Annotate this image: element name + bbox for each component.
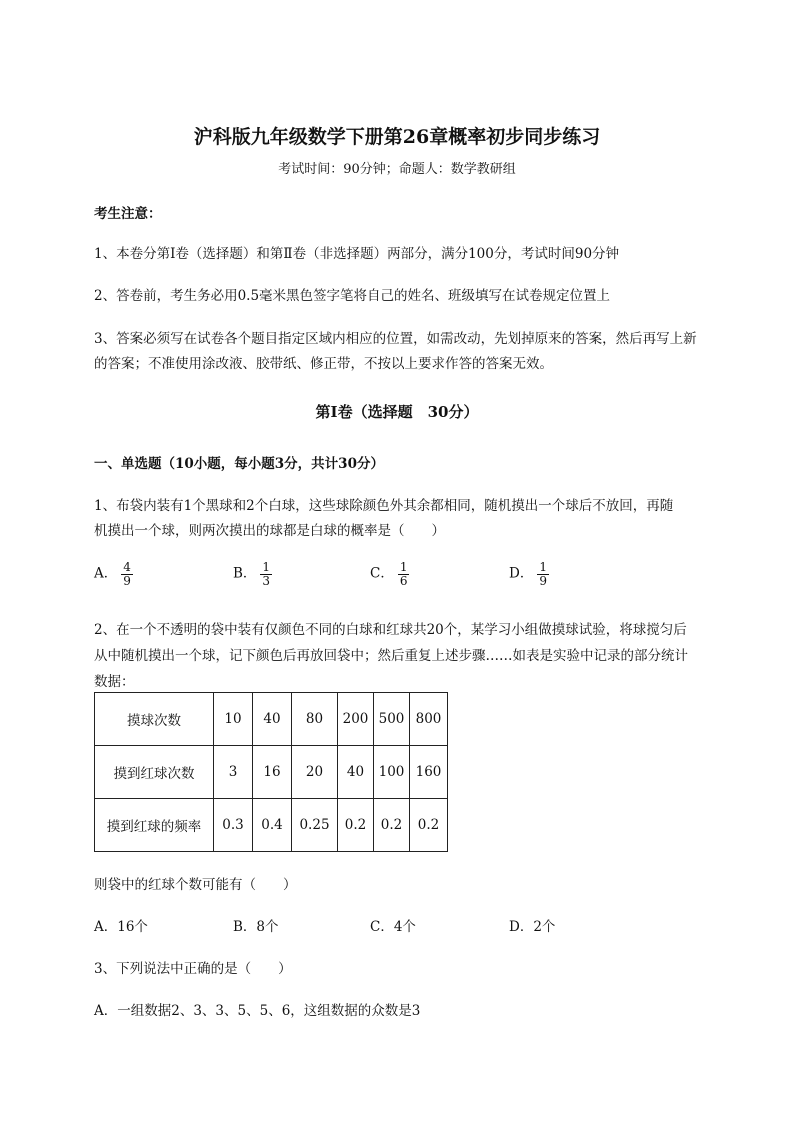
table-cell: 0.25 bbox=[292, 799, 338, 852]
q1-option-a bbox=[94, 561, 133, 587]
fraction-denominator: 6 bbox=[399, 573, 408, 588]
q2-line-1: 2、在一个不透明的袋中装有仅颜色不同的白球和红球共20个，某学习小组做摸球试验，将球搅匀后 bbox=[94, 622, 687, 638]
notice-heading: 考生注意： bbox=[94, 206, 162, 222]
q1-option-a-label: A． bbox=[94, 565, 118, 582]
fraction bbox=[260, 561, 272, 587]
table-cell: 800 bbox=[410, 693, 448, 746]
fraction bbox=[398, 561, 410, 587]
fraction-numerator: 1 bbox=[399, 560, 408, 574]
document-subtitle: 考试时间：90分钟；命题人：数学教研组 bbox=[278, 162, 516, 177]
table-cell: 200 bbox=[338, 693, 374, 746]
q1-option-b-label: B． bbox=[233, 565, 257, 582]
q1-option-d-label: D． bbox=[509, 565, 534, 582]
table-cell: 40 bbox=[253, 693, 292, 746]
q2-question: 则袋中的红球个数可能有（ ） bbox=[94, 877, 297, 893]
table-cell: 80 bbox=[292, 693, 338, 746]
table-cell: 3 bbox=[214, 746, 253, 799]
q1-option-c bbox=[370, 561, 409, 587]
fraction-numerator: 4 bbox=[123, 560, 131, 574]
section-heading: 一、单选题（10小题，每小题3分，共计30分） bbox=[94, 456, 384, 472]
table-cell: 0.4 bbox=[253, 799, 292, 852]
table-row bbox=[95, 799, 448, 852]
table-cell: 160 bbox=[410, 746, 448, 799]
table-row bbox=[95, 746, 448, 799]
table-cell: 100 bbox=[374, 746, 410, 799]
document-title: 沪科版九年级数学下册第26章概率初步同步练习 bbox=[193, 126, 601, 148]
table-row-header: 摸到红球的频率 bbox=[95, 799, 214, 852]
frequency-table bbox=[94, 692, 448, 852]
table-cell: 0.2 bbox=[410, 799, 448, 852]
q1-option-b bbox=[233, 561, 272, 587]
fraction-numerator: 1 bbox=[539, 560, 547, 574]
q2-option-a: A．16个 bbox=[94, 919, 148, 935]
table-cell: 500 bbox=[374, 693, 410, 746]
q1-line-1: 1、布袋内装有1个黑球和2个白球，这些球除颜色外其余都相同，随机摸出一个球后不放回，再随 bbox=[94, 498, 674, 514]
q1-option-d bbox=[509, 561, 549, 587]
notice-item-3-cont: 的答案；不准使用涂改液、胶带纸、修正带，不按以上要求作答的答案无效。 bbox=[94, 356, 553, 372]
table-cell: 0.3 bbox=[214, 799, 253, 852]
fraction-denominator: 3 bbox=[262, 573, 271, 588]
table-row bbox=[95, 693, 448, 746]
q2-option-c: C．4个 bbox=[370, 919, 416, 935]
q2-option-d: D．2个 bbox=[509, 919, 556, 935]
q2-line-3: 数据： bbox=[94, 674, 135, 690]
fraction-denominator: 9 bbox=[539, 573, 547, 588]
q3-line: 3、下列说法中正确的是（ ） bbox=[94, 961, 292, 977]
fraction bbox=[121, 561, 133, 587]
q3-option-a: A．一组数据2、3、3、5、5、6，这组数据的众数是3 bbox=[94, 1003, 421, 1019]
notice-item-1: 1、本卷分第Ⅰ卷（选择题）和第Ⅱ卷（非选择题）两部分，满分100分，考试时间90分钟 bbox=[94, 246, 620, 262]
table-cell: 16 bbox=[253, 746, 292, 799]
fraction-denominator: 9 bbox=[123, 573, 131, 588]
fraction-numerator: 1 bbox=[262, 560, 271, 574]
part1-heading: 第Ⅰ卷（选择题 30分） bbox=[315, 403, 479, 421]
table-row-header: 摸球次数 bbox=[95, 693, 214, 746]
q1-line-2: 机摸出一个球，则两次摸出的球都是白球的概率是（ ） bbox=[94, 523, 445, 539]
q1-option-c-label: C． bbox=[370, 565, 394, 582]
fraction bbox=[537, 561, 549, 587]
notice-item-3: 3、答案必须写在试卷各个题目指定区域内相应的位置，如需改动，先划掉原来的答案，然后再写上新 bbox=[94, 331, 697, 347]
table-row-header: 摸到红球次数 bbox=[95, 746, 214, 799]
table-cell: 0.2 bbox=[338, 799, 374, 852]
table-cell: 20 bbox=[292, 746, 338, 799]
q2-option-b: B．8个 bbox=[233, 919, 279, 935]
q2-line-2: 从中随机摸出一个球，记下颜色后再放回袋中；然后重复上述步骤……如表是实验中记录的部分统计 bbox=[94, 648, 688, 664]
table-cell: 40 bbox=[338, 746, 374, 799]
table-cell: 10 bbox=[214, 693, 253, 746]
notice-item-2: 2、答卷前，考生务必用0.5毫米黑色签字笔将自己的姓名、班级填写在试卷规定位置上 bbox=[94, 288, 611, 304]
table-cell: 0.2 bbox=[374, 799, 410, 852]
